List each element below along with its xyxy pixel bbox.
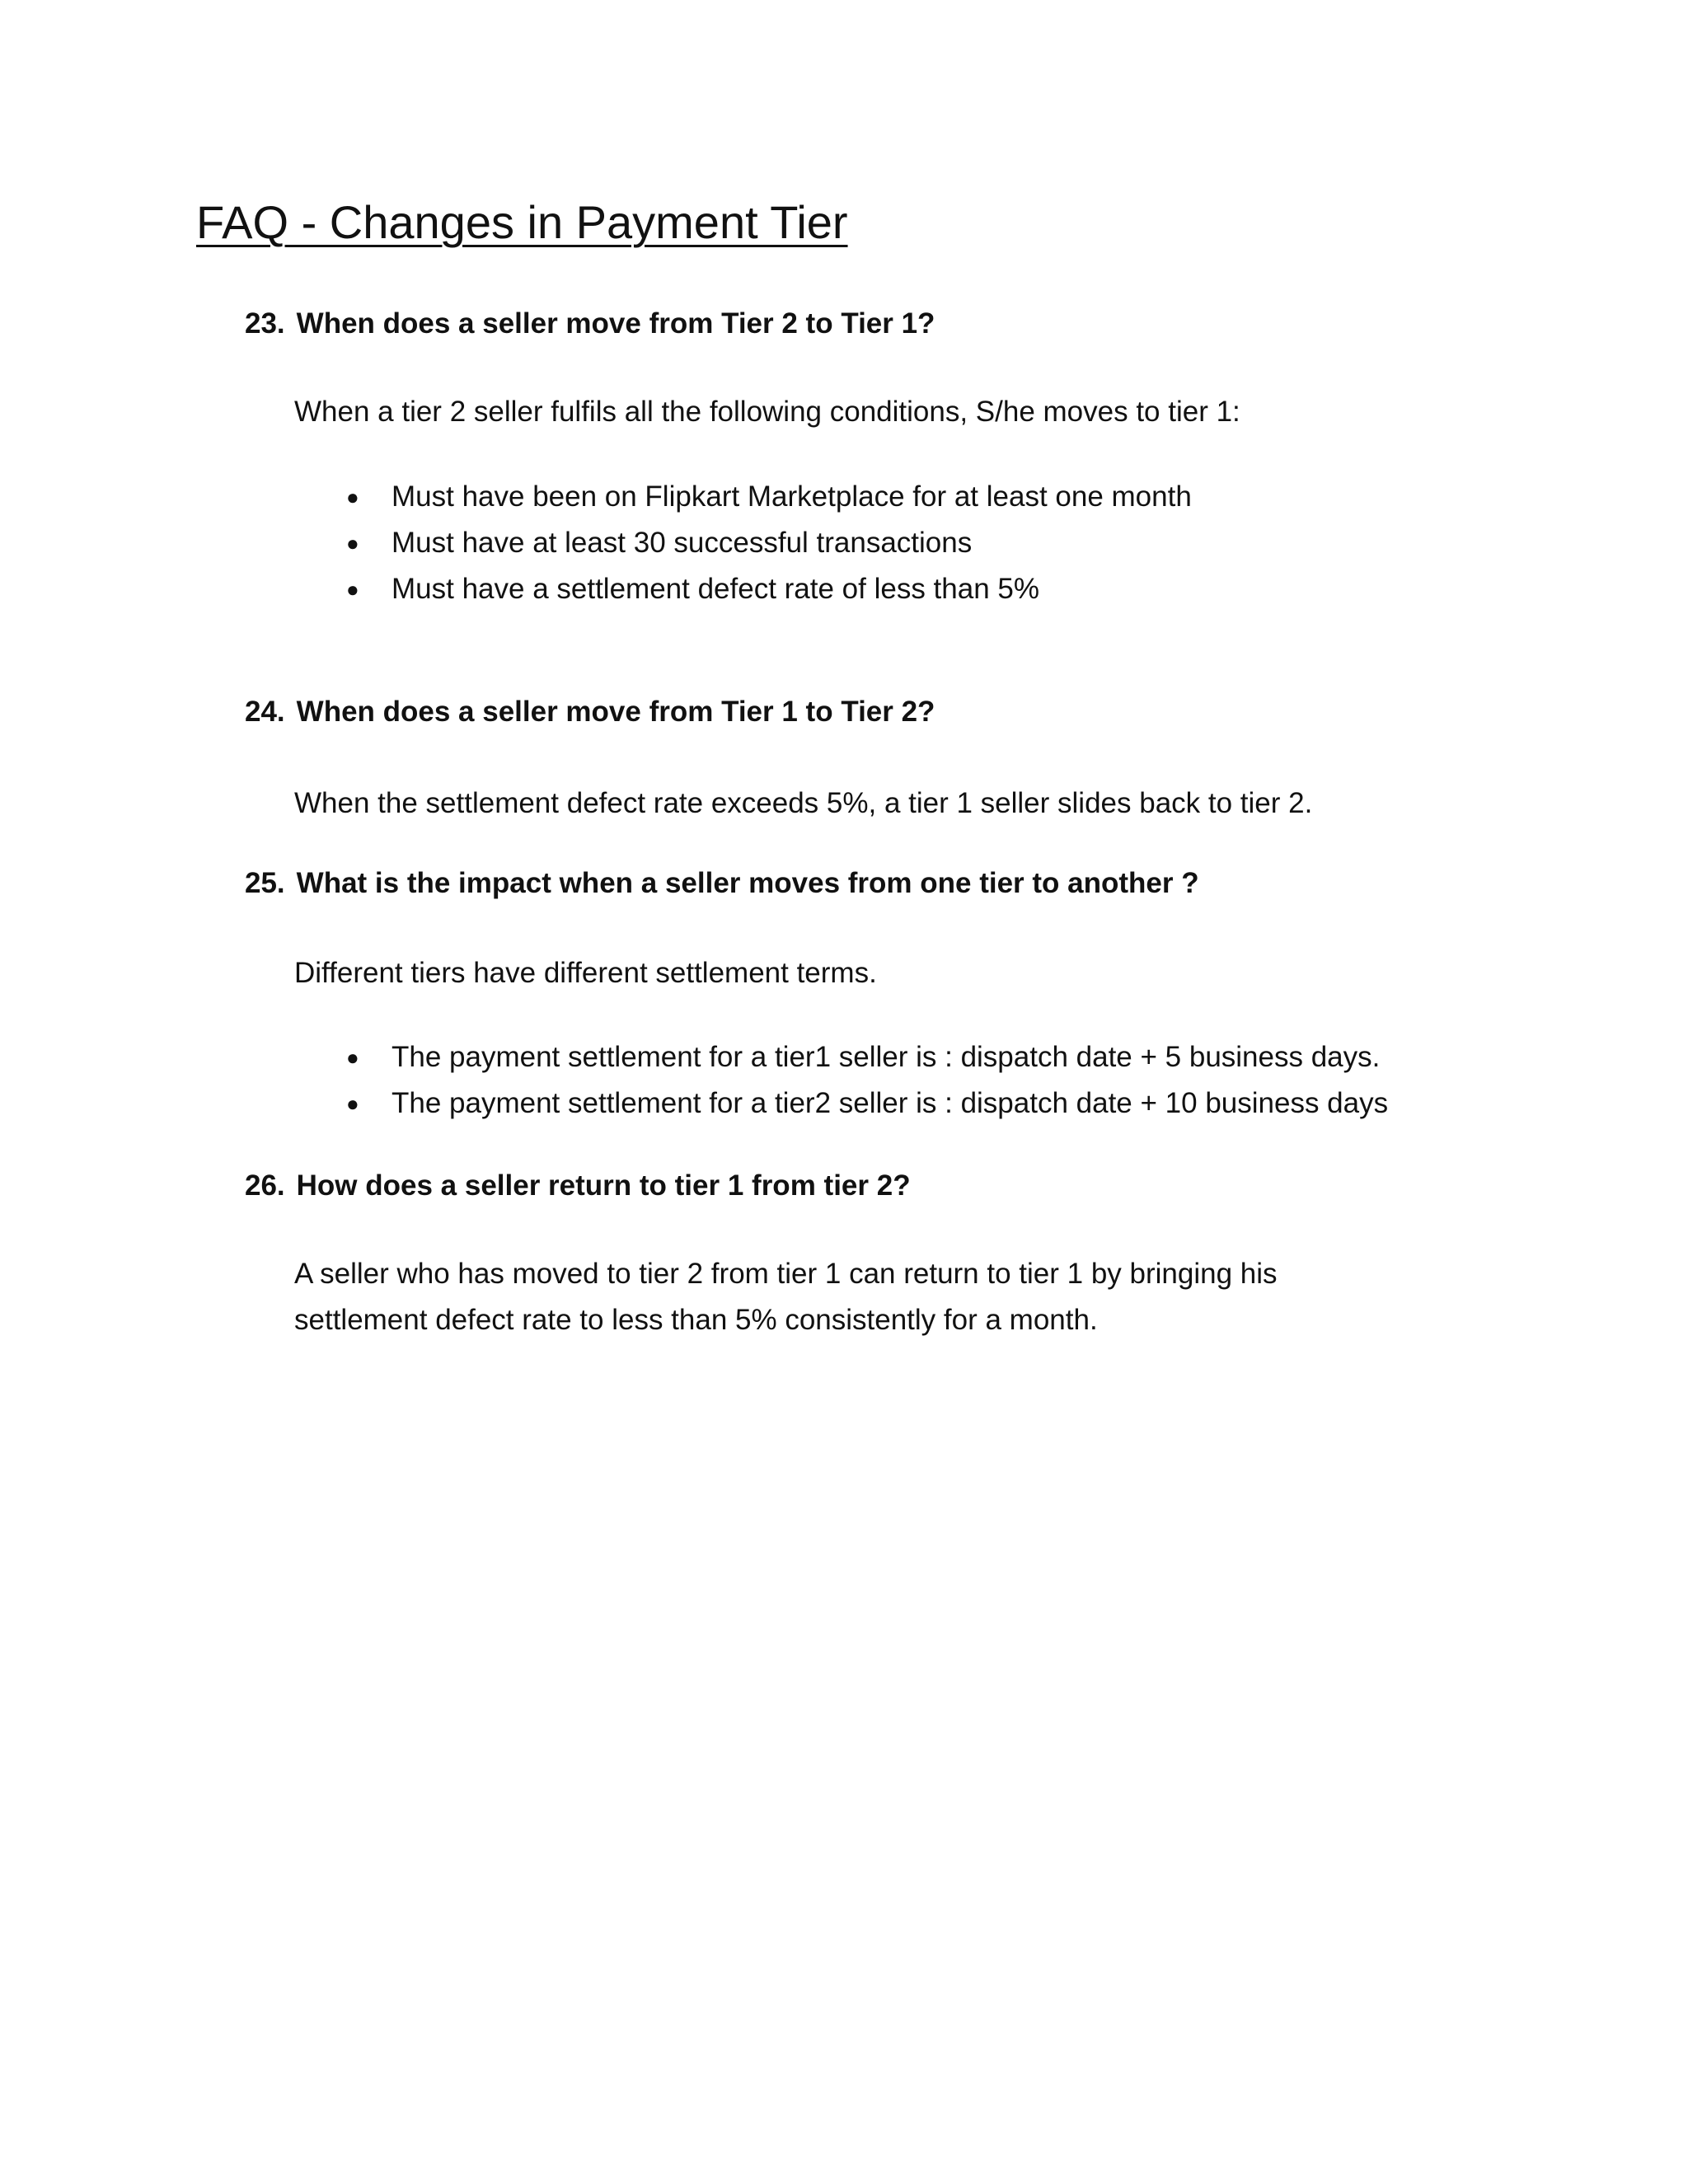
faq-number: 24. [245, 696, 285, 728]
faq-question-23 [245, 307, 935, 341]
list-item: ● The payment settlement for a tier1 seller is : dispatch date + 5 business days. [346, 1034, 1388, 1080]
faq-question-text: What is the impact when a seller moves from one tier to another ? [296, 867, 1199, 899]
faq-answer-24: When the settlement defect rate exceeds 5%, a tier 1 seller slides back to tier 2. [294, 787, 1313, 819]
bullet-icon: ● [346, 1045, 359, 1070]
list-item: ● The payment settlement for a tier2 seller is : dispatch date + 10 business days [346, 1080, 1388, 1127]
faq-answer-23: When a tier 2 seller fulfils all the following conditions, S/he moves to tier 1: [294, 396, 1240, 428]
bullet-icon: ● [346, 1091, 359, 1116]
bullet-icon: ● [346, 577, 359, 602]
page-title: FAQ - Changes in Payment Tier [196, 196, 848, 248]
faq-question-25 [245, 866, 1199, 901]
faq-question-text: How does a seller return to tier 1 from tier 2? [296, 1169, 911, 1202]
faq-bullet-list-25 [346, 1034, 1388, 1127]
faq-question-24 [245, 695, 935, 729]
faq-number: 25. [245, 867, 285, 899]
faq-answer-25: Different tiers have different settlement terms. [294, 957, 877, 989]
list-item: ● Must have been on Flipkart Marketplace for at least one month [346, 474, 1192, 520]
list-item: ● Must have a settlement defect rate of less than 5% [346, 566, 1192, 612]
faq-number: 23. [245, 307, 285, 340]
faq-answer-26-line-1: A seller who has moved to tier 2 from tier 1 can return to tier 1 by bringing his [294, 1258, 1278, 1290]
faq-number: 26. [245, 1169, 285, 1202]
faq-answer-26-line-2: settlement defect rate to less than 5% consistently for a month. [294, 1304, 1098, 1336]
list-item: ● Must have at least 30 successful transactions [346, 520, 1192, 566]
faq-bullet-list-23 [346, 474, 1192, 612]
faq-question-text: When does a seller move from Tier 2 to Tier 1? [296, 307, 935, 340]
faq-question-26 [245, 1169, 911, 1203]
bullet-icon: ● [346, 485, 359, 509]
faq-question-text: When does a seller move from Tier 1 to Tier 2? [296, 696, 935, 728]
bullet-icon: ● [346, 531, 359, 555]
